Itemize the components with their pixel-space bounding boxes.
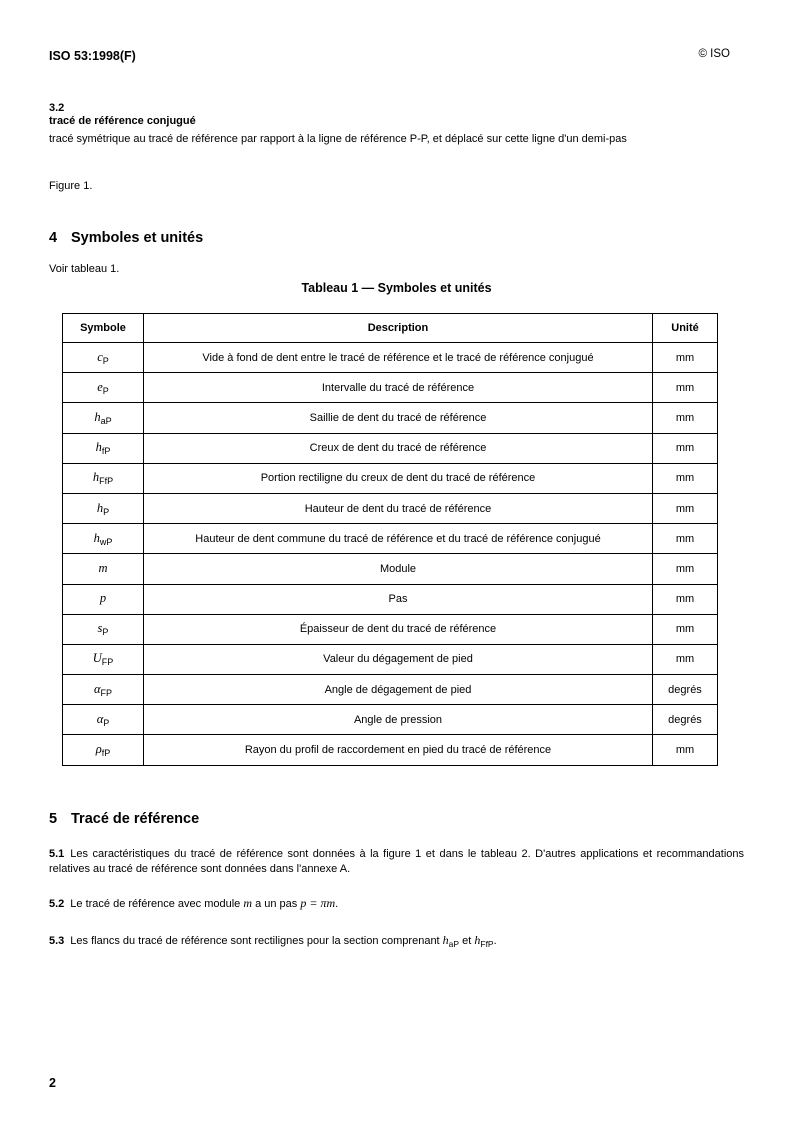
unit-cell: mm <box>653 373 718 403</box>
symbol-cell <box>63 644 144 674</box>
symbol-subscript: P <box>103 506 110 517</box>
description-cell: Rayon du profil de raccordement en pied du tracé de référence <box>144 735 653 765</box>
header-symbol: Symbole <box>63 314 144 343</box>
description-cell: Saillie de dent du tracé de référence <box>144 403 653 433</box>
section-4-intro: Voir tableau 1. <box>49 263 120 275</box>
symbol-subscript: aP <box>100 415 112 426</box>
section-5-number: 5 <box>49 811 58 827</box>
table-row <box>63 584 718 614</box>
unit-cell: mm <box>653 403 718 433</box>
symbol-letter: p <box>99 591 107 606</box>
table-row <box>63 403 718 433</box>
paragraph-5-3-text-mid: et <box>459 935 475 947</box>
subscript-ffp: FfP <box>480 939 494 949</box>
symbol-letter: α <box>96 711 104 726</box>
description-cell: Angle de pression <box>144 705 653 735</box>
symbol-subscript: FP <box>100 687 113 698</box>
symbol-cell <box>63 554 144 584</box>
symbol-cell <box>63 524 144 554</box>
symbol-subscript: P <box>102 385 109 396</box>
table-row <box>63 554 718 584</box>
description-cell: Vide à fond de dent entre le tracé de référence et le tracé de référence conjugué <box>144 343 653 373</box>
table-row <box>63 373 718 403</box>
paragraph-5-1 <box>49 847 744 877</box>
symbol-subscript: wP <box>99 536 113 547</box>
unit-cell: mm <box>653 343 718 373</box>
description-cell: Épaisseur de dent du tracé de référence <box>144 614 653 644</box>
symbol-letter: s <box>97 621 103 636</box>
symbol-subscript: FfP <box>99 476 114 487</box>
copyright-notice: © ISO <box>698 48 730 60</box>
table-row <box>63 433 718 463</box>
table-row <box>63 493 718 523</box>
section-4-title: Symboles et unités <box>71 230 204 246</box>
symbol-letter: h <box>95 440 102 455</box>
unit-cell: degrés <box>653 705 718 735</box>
symbol-subscript: P <box>102 627 109 638</box>
symbol-h-ap: h <box>442 933 449 947</box>
table-row <box>63 524 718 554</box>
table-header-row <box>63 314 718 343</box>
symbol-cell <box>63 343 144 373</box>
table-row <box>63 644 718 674</box>
symbol-cell <box>63 463 144 493</box>
description-cell: Angle de dégagement de pied <box>144 675 653 705</box>
section-5-title: Tracé de référence <box>71 811 200 827</box>
symbol-cell <box>63 433 144 463</box>
symbol-cell <box>63 614 144 644</box>
section-4-number: 4 <box>49 230 58 246</box>
unit-cell: mm <box>653 463 718 493</box>
symbol-letter: ρ <box>95 742 102 757</box>
symbol-letter: e <box>97 379 103 394</box>
unit-cell: mm <box>653 644 718 674</box>
symbol-letter: m <box>98 560 108 575</box>
symbol-subscript: P <box>103 717 110 728</box>
symbol-letter: h <box>93 530 100 545</box>
term-note: Figure 1. <box>49 180 93 192</box>
symbol-subscript: FP <box>101 657 114 668</box>
paragraph-5-2-text-a: Le tracé de référence avec module <box>70 898 244 910</box>
symbol-cell <box>63 705 144 735</box>
header-description: Description <box>144 314 653 343</box>
symbol-cell <box>63 735 144 765</box>
term-name: tracé de référence conjugué <box>49 115 196 127</box>
symbol-m: m <box>243 896 253 910</box>
paragraph-5-2-number: 5.2 <box>49 898 65 910</box>
symbol-h-ffp: h <box>474 933 481 947</box>
section-5-heading <box>49 811 199 827</box>
symbol-cell <box>63 403 144 433</box>
description-cell: Creux de dent du tracé de référence <box>144 433 653 463</box>
symbol-cell <box>63 373 144 403</box>
pitch-formula: p = πm <box>300 896 336 910</box>
symbol-letter: U <box>92 651 102 666</box>
paragraph-5-2-text-b: a un pas <box>252 898 301 910</box>
unit-cell: mm <box>653 524 718 554</box>
description-cell: Module <box>144 554 653 584</box>
table-row <box>63 614 718 644</box>
unit-cell: mm <box>653 493 718 523</box>
symbol-subscript: fP <box>101 446 111 457</box>
unit-cell: mm <box>653 554 718 584</box>
term-definition: tracé symétrique au tracé de référence par rapport à la ligne de référence P-P, et déplacé sur cette ligne d'un demi-pas <box>49 133 627 145</box>
paragraph-5-2-end: . <box>335 898 339 910</box>
description-cell: Hauteur de dent commune du tracé de référence et du tracé de référence conjugué <box>144 524 653 554</box>
symbol-letter: c <box>97 349 103 364</box>
table-caption: Tableau 1 — Symboles et unités <box>301 281 492 295</box>
symbol-subscript: fP <box>101 748 111 759</box>
unit-cell: mm <box>653 584 718 614</box>
paragraph-5-1-text: Les caractéristiques du tracé de référence sont données à la figure 1 et dans le tableau 2. D'autres applications et recommandations relatives au tracé de référence sont données dans l'annexe A. <box>49 848 744 875</box>
symbol-letter: h <box>94 409 101 424</box>
description-cell: Portion rectiligne du creux de dent du tracé de référence <box>144 463 653 493</box>
symbol-letter: α <box>93 681 101 696</box>
table-row <box>63 343 718 373</box>
paragraph-5-3 <box>49 933 744 952</box>
description-cell: Hauteur de dent du tracé de référence <box>144 493 653 523</box>
symbol-cell <box>63 493 144 523</box>
unit-cell: degrés <box>653 675 718 705</box>
term-number: 3.2 <box>49 102 65 114</box>
paragraph-5-2 <box>49 896 744 912</box>
description-cell: Pas <box>144 584 653 614</box>
symbol-cell <box>63 675 144 705</box>
symbol-cell <box>63 584 144 614</box>
table-row <box>63 705 718 735</box>
unit-cell: mm <box>653 735 718 765</box>
section-4-heading <box>49 230 203 246</box>
description-cell: Valeur du dégagement de pied <box>144 644 653 674</box>
table-row <box>63 735 718 765</box>
table-row <box>63 463 718 493</box>
document-id: ISO 53:1998(F) <box>49 49 136 63</box>
page-number: 2 <box>49 1076 56 1090</box>
symbol-subscript: P <box>102 355 109 366</box>
unit-cell: mm <box>653 614 718 644</box>
unit-cell: mm <box>653 433 718 463</box>
paragraph-5-3-end: . <box>493 935 497 947</box>
paragraph-5-1-number: 5.1 <box>49 848 65 860</box>
symbols-table <box>62 313 718 766</box>
table-body <box>63 343 718 766</box>
header-unit: Unité <box>653 314 718 343</box>
symbol-letter: h <box>92 470 100 485</box>
paragraph-5-3-text-a: Les flancs du tracé de référence sont rectilignes pour la section comprenant <box>70 935 443 947</box>
paragraph-5-3-number: 5.3 <box>49 935 65 947</box>
table-row <box>63 675 718 705</box>
description-cell: Intervalle du tracé de référence <box>144 373 653 403</box>
symbol-letter: h <box>96 500 104 515</box>
subscript-ap: aP <box>448 939 460 949</box>
